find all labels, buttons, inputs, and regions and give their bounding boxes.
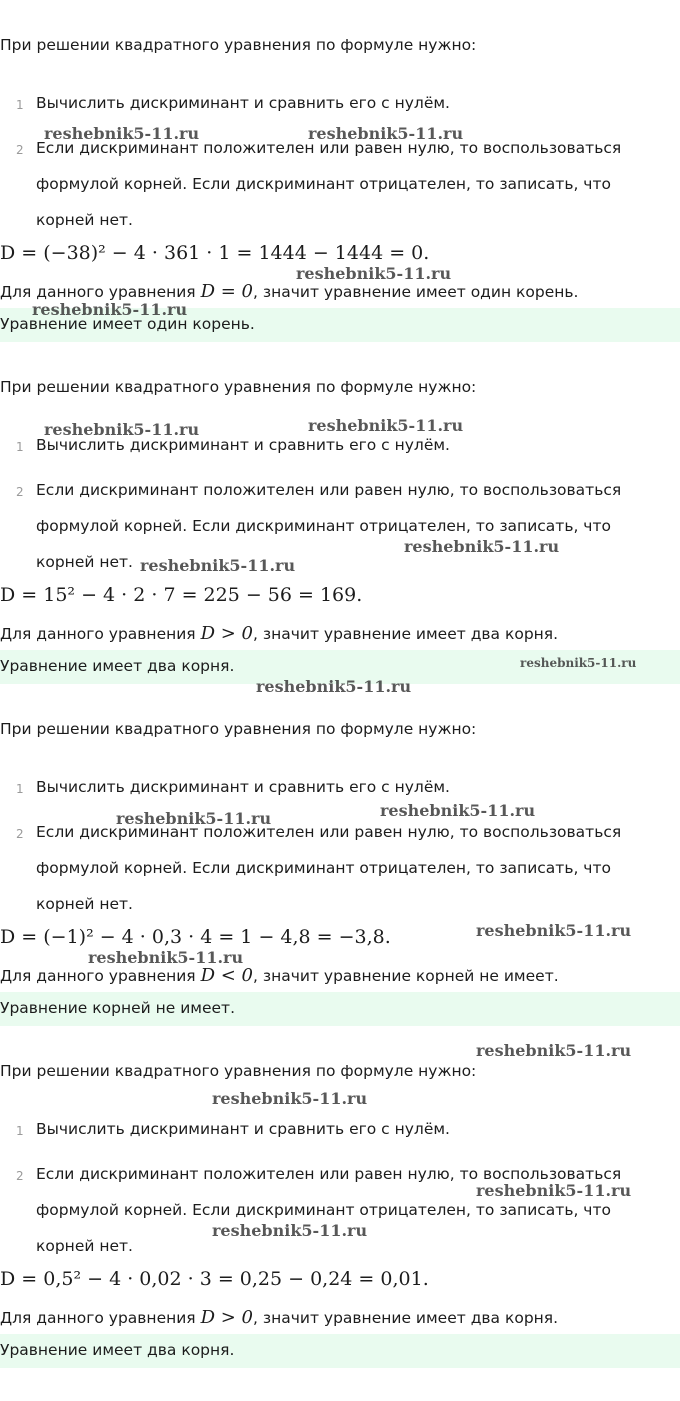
step-text-line3: корней нет.: [36, 1237, 133, 1255]
conclusion-suffix: , значит уравнение корней не имеет.: [253, 967, 559, 985]
watermark: reshebnik5-11.ru: [476, 921, 632, 940]
watermark: reshebnik5-11.ru: [44, 124, 200, 143]
watermark: reshebnik5-11.ru: [140, 556, 296, 575]
intro-text: При решении квадратного уравнения по формуле нужно:: [0, 720, 477, 738]
conclusion-math: D > 0: [200, 1307, 253, 1328]
step-number: 1: [16, 782, 24, 796]
watermark: reshebnik5-11.ru: [476, 1041, 632, 1060]
step-text-line2: формулой корней. Если дискриминант отрицателен, то записать, что: [36, 1201, 611, 1219]
answer-text: Уравнение имеет два корня.: [0, 657, 235, 675]
watermark: reshebnik5-11.ru: [212, 1089, 368, 1108]
conclusion-suffix: , значит уравнение имеет два корня.: [253, 625, 559, 643]
step-number: 2: [16, 827, 24, 841]
answer-text: Уравнение имеет один корень.: [0, 315, 255, 333]
discriminant-calc: D = 0,5² − 4 · 0,02 · 3 = 0,25 − 0,24 = 0,01.: [0, 1268, 429, 1290]
watermark: reshebnik5-11.ru: [520, 656, 637, 670]
step-number: 2: [16, 485, 24, 499]
watermark: reshebnik5-11.ru: [32, 300, 188, 319]
conclusion-math: D = 0: [200, 281, 253, 302]
step-text-line1: Если дискриминант положителен или равен нулю, то воспользоваться: [36, 1165, 622, 1183]
answer-box: [0, 1334, 680, 1368]
conclusion: [0, 1307, 558, 1328]
conclusion-math: D < 0: [200, 965, 253, 986]
step-text-line3: корней нет.: [36, 895, 133, 913]
step-text-line1: Если дискриминант положителен или равен нулю, то воспользоваться: [36, 823, 622, 841]
discriminant-calc: D = (−1)² − 4 · 0,3 · 4 = 1 − 4,8 = −3,8.: [0, 926, 391, 948]
step-text: Вычислить дискриминант и сравнить его с нулём.: [36, 436, 450, 454]
watermark: reshebnik5-11.ru: [308, 416, 464, 435]
intro-text: При решении квадратного уравнения по формуле нужно:: [0, 378, 477, 396]
watermark: reshebnik5-11.ru: [296, 264, 452, 283]
conclusion-prefix: Для данного уравнения: [0, 967, 196, 985]
step-number: 1: [16, 440, 24, 454]
step-text-line1: Если дискриминант положителен или равен нулю, то воспользоваться: [36, 139, 622, 157]
conclusion-math: D > 0: [200, 623, 253, 644]
conclusion-prefix: Для данного уравнения: [0, 625, 196, 643]
answer-box: [0, 992, 680, 1026]
step-number: 2: [16, 1169, 24, 1183]
conclusion-prefix: Для данного уравнения: [0, 283, 196, 301]
step-text-line2: формулой корней. Если дискриминант отрицателен, то записать, что: [36, 859, 611, 877]
conclusion: [0, 623, 558, 644]
answer-text: Уравнение корней не имеет.: [0, 999, 236, 1017]
conclusion: [0, 281, 578, 302]
watermark: reshebnik5-11.ru: [380, 801, 536, 820]
step-text-line2: формулой корней. Если дискриминант отрицателен, то записать, что: [36, 175, 611, 193]
step-text: Вычислить дискриминант и сравнить его с нулём.: [36, 94, 450, 112]
conclusion-suffix: , значит уравнение имеет один корень.: [253, 283, 579, 301]
answer-text: Уравнение имеет два корня.: [0, 1341, 235, 1359]
step-text-line2: формулой корней. Если дискриминант отрицателен, то записать, что: [36, 517, 611, 535]
step-text-line1: Если дискриминант положителен или равен нулю, то воспользоваться: [36, 481, 622, 499]
discriminant-calc: D = 15² − 4 · 2 · 7 = 225 − 56 = 169.: [0, 584, 363, 606]
watermark: reshebnik5-11.ru: [308, 124, 464, 143]
discriminant-calc: D = (−38)² − 4 · 361 · 1 = 1444 − 1444 = 0.: [0, 242, 430, 264]
conclusion-suffix: , значит уравнение имеет два корня.: [253, 1309, 559, 1327]
watermark: reshebnik5-11.ru: [404, 537, 560, 556]
step-number: 1: [16, 98, 24, 112]
step-text: Вычислить дискриминант и сравнить его с нулём.: [36, 1120, 450, 1138]
watermark: reshebnik5-11.ru: [476, 1181, 632, 1200]
step-text-line3: корней нет.: [36, 553, 133, 571]
watermark: reshebnik5-11.ru: [116, 809, 272, 828]
intro-text: При решении квадратного уравнения по формуле нужно:: [0, 1062, 477, 1080]
watermark: reshebnik5-11.ru: [212, 1221, 368, 1240]
watermark: reshebnik5-11.ru: [44, 420, 200, 439]
step-text-line3: корней нет.: [36, 211, 133, 229]
conclusion-prefix: Для данного уравнения: [0, 1309, 196, 1327]
watermark: reshebnik5-11.ru: [256, 677, 412, 696]
watermark: reshebnik5-11.ru: [88, 948, 244, 967]
intro-text: При решении квадратного уравнения по формуле нужно:: [0, 36, 477, 54]
conclusion: [0, 965, 559, 986]
step-text: Вычислить дискриминант и сравнить его с нулём.: [36, 778, 450, 796]
step-number: 2: [16, 143, 24, 157]
step-number: 1: [16, 1124, 24, 1138]
